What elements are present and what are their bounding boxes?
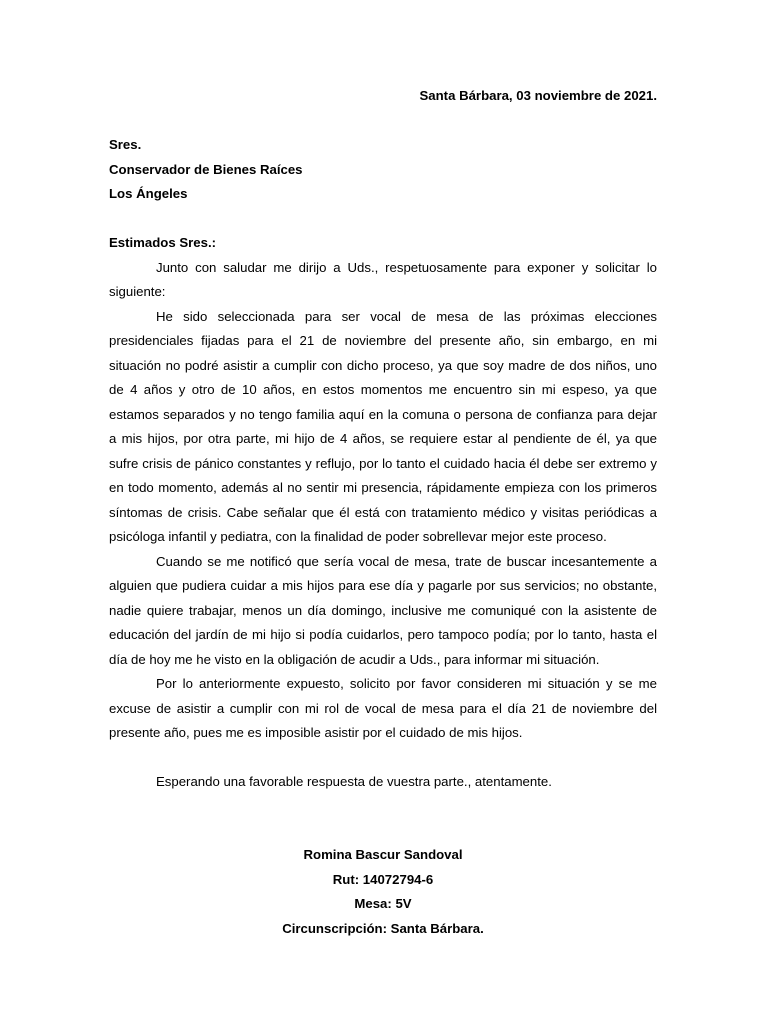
letter-body xyxy=(109,84,657,795)
addressee-line: Los Ángeles xyxy=(109,186,188,201)
salutation: Estimados Sres.: xyxy=(109,235,217,250)
signer-mesa: Mesa: 5V xyxy=(354,896,412,911)
paragraph: Junto con saludar me dirijo a Uds., respetuosamente para exponer y solicitar lo siguiente: xyxy=(109,259,657,299)
letter-date: Santa Bárbara, 03 noviembre de 2021. xyxy=(419,88,657,103)
addressee-line: Conservador de Bienes Raíces xyxy=(109,161,303,177)
signer-rut: Rut: 14072794-6 xyxy=(332,871,434,887)
paragraph: Por lo anteriormente expuesto, solicito por favor consideren mi situación y se me excuse de asistir a cumplir con mi rol de vocal de mesa para el día 21 de noviembre del presente año, pues me es imposible asistir por el cuidado de mis hijos. xyxy=(109,676,657,740)
paragraph: He sido seleccionada para ser vocal de mesa de las próximas elecciones presidenciales fijadas para el 21 de noviembre del presente año, sin embargo, en mi situación no podré asistir a cumplir con dicho proceso, ya que soy madre de dos niños, uno de 4 años y otro de 10 años, en estos momentos me encuentro sin mi espeso, ya que estamos separados y no tengo familia aquí en la comuna o persona de confianza para dejar a mis hijos, por otra parte, mi hijo de 4 años, se requiere estar al pendiente de él, ya que sufre crisis de pánico constantes y reflujo, por lo tanto el cuidado hacia él debe ser extremo y en todo momento, además al no sentir mi presencia, rápidamente empieza con los primeros síntomas de crisis. Cabe señalar que él está con tratamiento médico y visitas periódicas a psicóloga infantil y pediatra, con la finalidad de poder sobrellevar mejor este proceso. xyxy=(109,308,657,544)
paragraph: Cuando se me notificó que sería vocal de mesa, trate de buscar incesantemente a alguien que pudiera cuidar a mis hijos para ese día y pagarle por sus servicios; no obstante, nadie quiere trabajar, menos un día domingo, inclusive me comuniqué con la asistente de educación del jardín de mi hijo si podía cuidarlos, pero tampoco podía; por lo tanto, hasta el día de hoy me he visto en la obligación de acudir a Uds., para informar mi situación. xyxy=(109,553,657,667)
addressee-block xyxy=(109,133,657,207)
signer-name: Romina Bascur Sandoval xyxy=(303,847,463,862)
signature-block xyxy=(109,843,657,941)
closing-line: Esperando una favorable respuesta de vuestra parte., atentamente. xyxy=(156,774,552,789)
addressee-line: Sres. xyxy=(109,137,142,152)
signer-circunscripcion: Circunscripción: Santa Bárbara. xyxy=(282,920,484,936)
